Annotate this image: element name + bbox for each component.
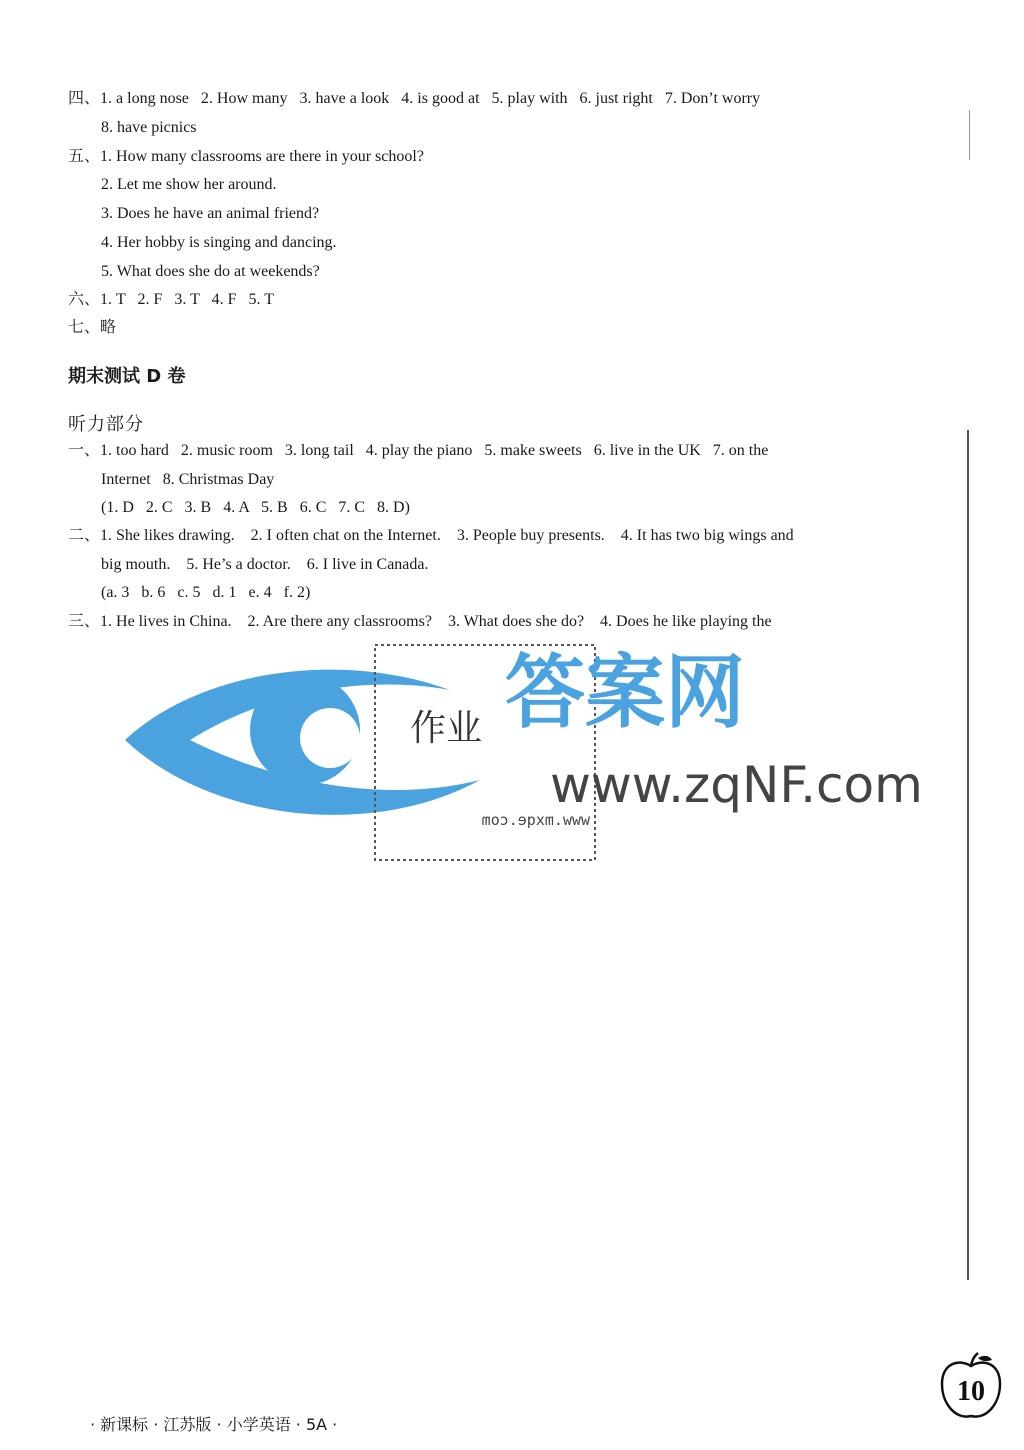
listen-1-label: 一、: [68, 442, 101, 459]
page-number-badge: [938, 1350, 1004, 1422]
section-4-line-1: 1. a long nose 2. How many 3. have a look 4. is good at 5. play with 6. just right 7. Don’t worry: [100, 90, 761, 107]
listen-1-line-2: Internet 8. Christmas Day: [101, 471, 275, 488]
listen-1-row-1: [68, 441, 768, 461]
stamp-text-1: 作业: [410, 708, 483, 749]
listen-3-line-1: 1. He lives in China. 2. Are there any classrooms? 3. What does she do? 4. Does he like playing the: [100, 613, 772, 630]
edge-rule-long: [967, 430, 969, 1280]
listen-3-row-1: [68, 612, 772, 632]
section-5-item-3: 3. Does he have an animal friend?: [101, 205, 320, 222]
listen-2-line-2: big mouth. 5. He’s a doctor. 6. I live in Canada.: [101, 556, 429, 573]
section-6-row: [68, 290, 274, 310]
eye-logo-icon: [120, 630, 923, 870]
section-5-item-4: 4. Her hobby is singing and dancing.: [101, 234, 337, 251]
listen-3-label: 三、: [68, 613, 101, 630]
test-title: 期末测试 D 卷: [68, 366, 186, 387]
section-5-item-1: 1. How many classrooms are there in your school?: [100, 148, 424, 165]
edge-rule-top: [969, 110, 970, 160]
apple-icon: [938, 1350, 1004, 1422]
section-7-answer: 略: [100, 319, 117, 336]
section-4-row-1: [68, 89, 760, 109]
watermark-logo: [120, 630, 923, 870]
listening-title: 听力部分: [68, 414, 144, 435]
brand-text: 答案网: [505, 646, 745, 739]
section-6-answers: 1. T 2. F 3. T 4. F 5. T: [100, 291, 274, 308]
listen-2-line-3: (a. 3 b. 6 c. 5 d. 1 e. 4 f. 2): [101, 584, 311, 601]
section-5-item-2: 2. Let me show her around.: [101, 176, 277, 193]
site-text: www.zqNF.com: [550, 756, 923, 814]
section-7-row: [68, 318, 116, 338]
section-4-line-2: 8. have picnics: [101, 119, 197, 136]
section-5-row-1: [68, 147, 424, 167]
listen-2-line-1: 1. She likes drawing. 2. I often chat on the Internet. 3. People buy presents. 4. It has two big wings and: [100, 527, 794, 544]
section-4-label: 四、: [68, 90, 101, 107]
listen-1-line-1: 1. too hard 2. music room 3. long tail 4. play the piano 5. make sweets 6. live in the UK 7. on the: [100, 442, 769, 459]
section-5-label: 五、: [68, 148, 101, 165]
listen-2-label: 二、: [68, 527, 101, 544]
listen-1-line-3: (1. D 2. C 3. B 4. A 5. B 6. C 7. C 8. D): [101, 499, 410, 516]
page-number: 10: [957, 1376, 985, 1407]
section-7-label: 七、: [68, 319, 101, 336]
listen-2-row-1: [68, 526, 794, 546]
section-6-label: 六、: [68, 291, 101, 308]
stamp-text-2: www.mxqe.com: [481, 811, 590, 829]
footer-text: · 新课标 · 江苏版 · 小学英语 · 5A ·: [90, 1415, 338, 1434]
section-5-item-5: 5. What does she do at weekends?: [101, 263, 320, 280]
